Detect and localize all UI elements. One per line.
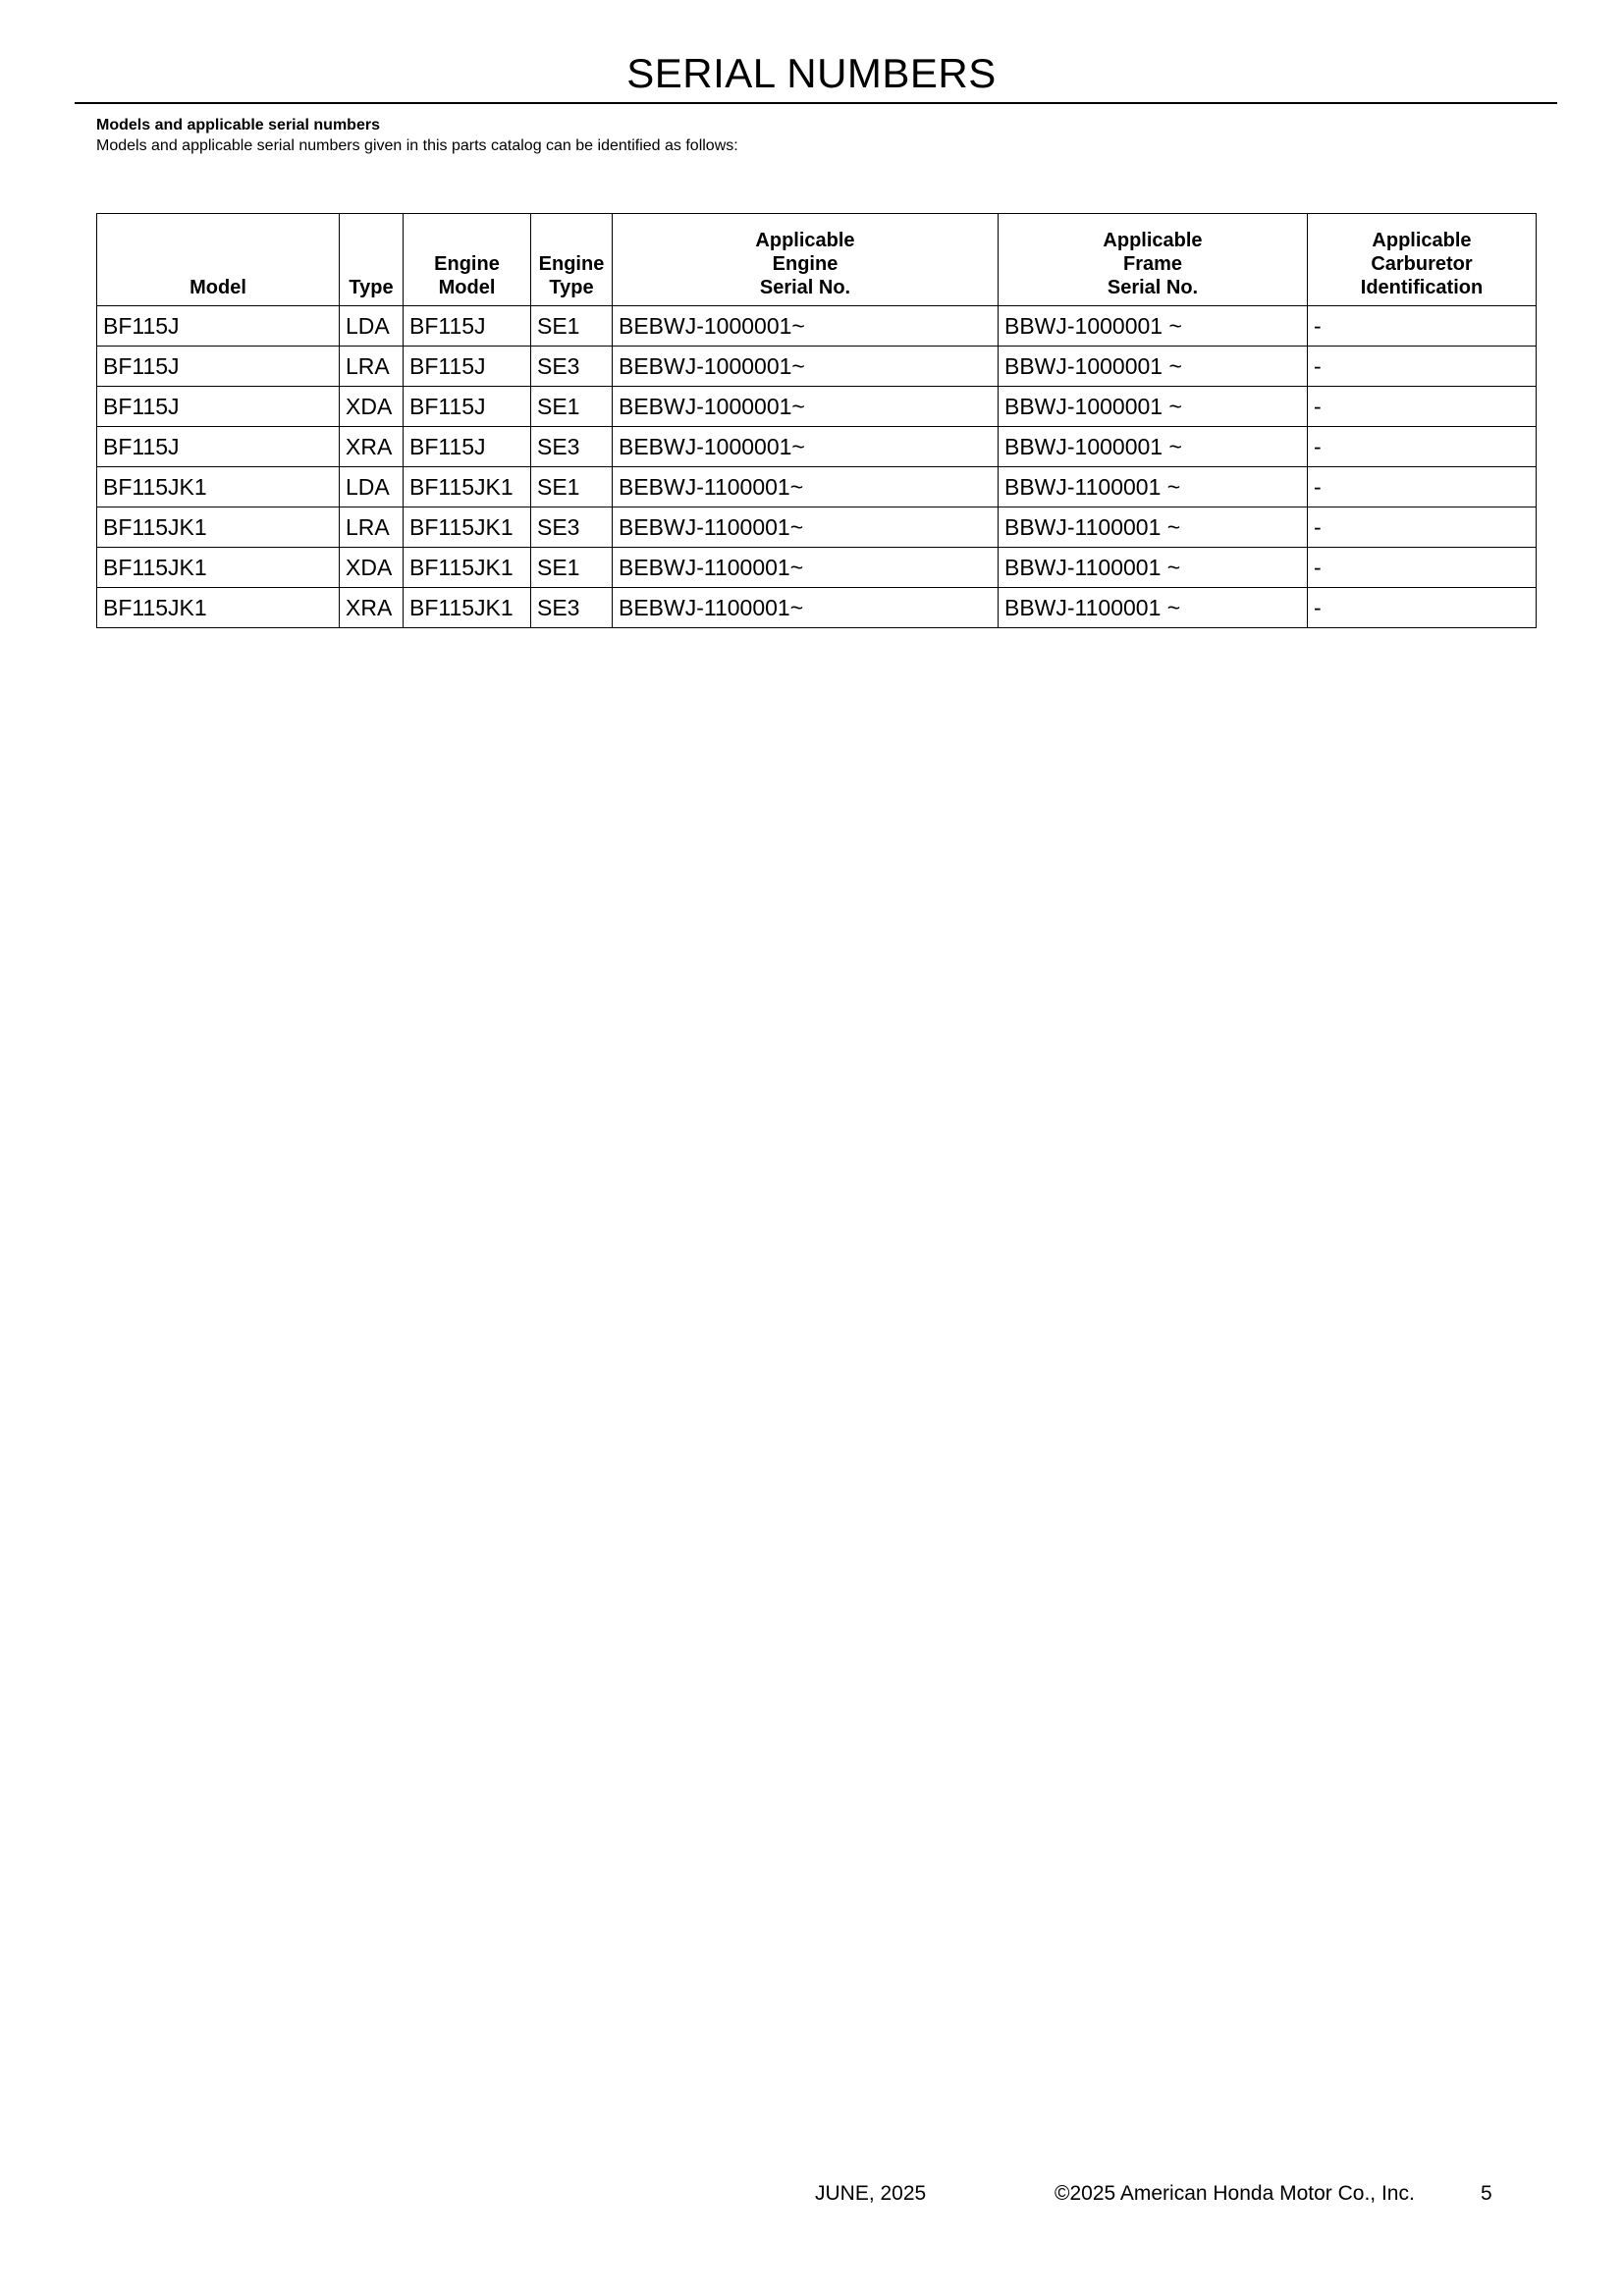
cell-carburetor-id: - (1308, 548, 1537, 588)
table-row (97, 467, 1537, 507)
cell-frame-serial: BBWJ-1000001 ~ (999, 347, 1308, 387)
footer-copyright: ©2025 American Honda Motor Co., Inc. (1055, 2182, 1415, 2205)
cell-type: XDA (340, 387, 404, 427)
cell-type: XRA (340, 588, 404, 628)
cell-engine-type: SE1 (531, 548, 613, 588)
cell-engine-serial: BEBWJ-1100001~ (613, 507, 999, 548)
cell-frame-serial: BBWJ-1100001 ~ (999, 588, 1308, 628)
cell-model: BF115J (97, 347, 340, 387)
table-row (97, 306, 1537, 347)
cell-engine-serial: BEBWJ-1000001~ (613, 306, 999, 347)
cell-model: BF115JK1 (97, 467, 340, 507)
cell-engine-serial: BEBWJ-1100001~ (613, 588, 999, 628)
table-row (97, 387, 1537, 427)
cell-engine-type: SE1 (531, 467, 613, 507)
cell-engine-type: SE3 (531, 427, 613, 467)
table-row (97, 588, 1537, 628)
cell-model: BF115J (97, 427, 340, 467)
cell-carburetor-id: - (1308, 427, 1537, 467)
table-row (97, 548, 1537, 588)
cell-engine-type: SE3 (531, 507, 613, 548)
cell-engine-model: BF115JK1 (404, 548, 531, 588)
cell-frame-serial: BBWJ-1000001 ~ (999, 306, 1308, 347)
cell-engine-serial: BEBWJ-1000001~ (613, 347, 999, 387)
cell-engine-model: BF115J (404, 306, 531, 347)
footer-date: JUNE, 2025 (815, 2182, 927, 2205)
cell-carburetor-id: - (1308, 387, 1537, 427)
header-engine-type: Engine Type (531, 214, 613, 306)
cell-type: LDA (340, 306, 404, 347)
table-header-row (97, 214, 1537, 306)
header-engine-serial: Applicable Engine Serial No. (613, 214, 999, 306)
header-frame-serial: Applicable Frame Serial No. (999, 214, 1308, 306)
header-engine-model: Engine Model (404, 214, 531, 306)
cell-frame-serial: BBWJ-1100001 ~ (999, 507, 1308, 548)
cell-engine-serial: BEBWJ-1000001~ (613, 427, 999, 467)
cell-engine-serial: BEBWJ-1100001~ (613, 548, 999, 588)
cell-model: BF115JK1 (97, 507, 340, 548)
intro-text: Models and applicable serial numbers given in this parts catalog can be identified as follows: (96, 137, 738, 154)
cell-engine-model: BF115JK1 (404, 507, 531, 548)
cell-type: XRA (340, 427, 404, 467)
cell-model: BF115J (97, 387, 340, 427)
header-type: Type (340, 214, 404, 306)
cell-engine-type: SE1 (531, 387, 613, 427)
table-row (97, 507, 1537, 548)
cell-frame-serial: BBWJ-1000001 ~ (999, 427, 1308, 467)
cell-frame-serial: BBWJ-1100001 ~ (999, 548, 1308, 588)
cell-type: LDA (340, 467, 404, 507)
cell-engine-model: BF115J (404, 387, 531, 427)
cell-engine-model: BF115J (404, 347, 531, 387)
cell-frame-serial: BBWJ-1100001 ~ (999, 467, 1308, 507)
table-row (97, 427, 1537, 467)
cell-model: BF115J (97, 306, 340, 347)
section-subheading: Models and applicable serial numbers (96, 117, 380, 133)
page-number: 5 (1481, 2182, 1492, 2205)
cell-carburetor-id: - (1308, 467, 1537, 507)
table-row (97, 347, 1537, 387)
header-model: Model (97, 214, 340, 306)
cell-model: BF115JK1 (97, 588, 340, 628)
cell-type: XDA (340, 548, 404, 588)
cell-engine-type: SE3 (531, 588, 613, 628)
cell-carburetor-id: - (1308, 507, 1537, 548)
serial-numbers-table (96, 213, 1537, 628)
cell-engine-serial: BEBWJ-1100001~ (613, 467, 999, 507)
cell-frame-serial: BBWJ-1000001 ~ (999, 387, 1308, 427)
cell-carburetor-id: - (1308, 588, 1537, 628)
cell-model: BF115JK1 (97, 548, 340, 588)
cell-type: LRA (340, 347, 404, 387)
cell-carburetor-id: - (1308, 347, 1537, 387)
cell-engine-model: BF115JK1 (404, 467, 531, 507)
header-carburetor-id: Applicable Carburetor Identification (1308, 214, 1537, 306)
page-title: SERIAL NUMBERS (626, 50, 997, 96)
title-divider (75, 102, 1557, 104)
cell-engine-model: BF115J (404, 427, 531, 467)
cell-type: LRA (340, 507, 404, 548)
cell-engine-model: BF115JK1 (404, 588, 531, 628)
cell-carburetor-id: - (1308, 306, 1537, 347)
cell-engine-type: SE3 (531, 347, 613, 387)
cell-engine-serial: BEBWJ-1000001~ (613, 387, 999, 427)
cell-engine-type: SE1 (531, 306, 613, 347)
